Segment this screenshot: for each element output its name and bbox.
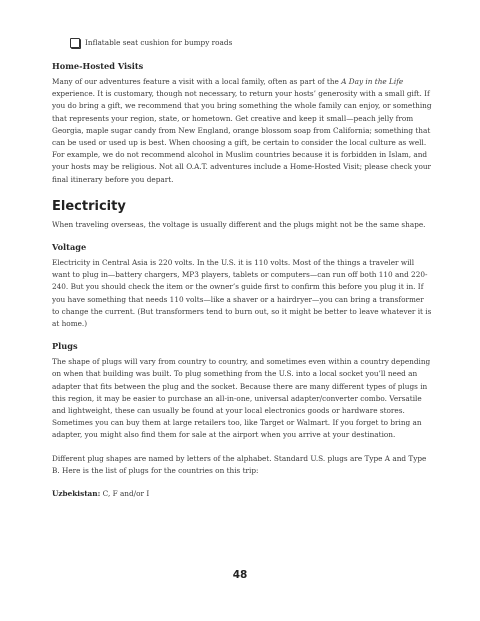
electricity-heading: Electricity bbox=[52, 198, 126, 214]
home-hosted-body-text-1: Many of our adventures feature a visit with a local family, often as part of the bbox=[52, 77, 342, 86]
voltage-body: Electricity in Central Asia is 220 volts. In the U.S. it is 110 volts. Most of the things a traveler will want to plug in—battery chargers, MP3 players, tablets or computers—can run off both 110 and 220-240. But you should check the item or the owner’s guide first to confirm this before you plug it in. If you have something that needs 110 volts—like a shaver or a hairdryer—you can bring a transformer to change the current. (But transformers tend to burn out, so it might be better to leave whatever it is at home.) bbox=[52, 258, 432, 329]
checklist-item bbox=[70, 38, 432, 48]
checklist-item-label: Inflatable seat cushion for bumpy roads bbox=[85, 38, 233, 48]
plugs-body-2: Different plug shapes are named by letters of the alphabet. Standard U.S. plugs are Type A and Type B. Here is the list of plugs for the countries on this trip: bbox=[52, 453, 427, 475]
page-number: 48 bbox=[232, 569, 248, 581]
country-label: Uzbekistan: bbox=[52, 489, 101, 499]
home-hosted-body-text-2: experience. It is customary, though not necessary, to return your hosts’ generosity with a small gift. If you do bring a gift, we recommend that you bring something the whole family can enjoy, or something that represents your region, state, or hometown. Get creative and keep it small—peach jelly from Georgia, maple sugar candy from New England, orange blossom soap from California; something that can be used or used up is best. When choosing a gift, be certain to consider the local culture as well. For example, we do not recommend alcohol in Muslim countries because it is forbidden in Islam, and your hosts may be religious. Not all O.A.T. adventures include a Home-Hosted Visit; please check your final itinerary before you depart. bbox=[52, 89, 432, 184]
page-content bbox=[52, 38, 432, 511]
home-hosted-heading: Home-Hosted Visits bbox=[52, 61, 144, 71]
voltage-heading: Voltage bbox=[52, 242, 87, 253]
country-plug-list: C, F and/or I bbox=[100, 489, 150, 499]
electricity-intro: When traveling overseas, the voltage is usually different and the plugs might not be the same shape. bbox=[52, 219, 426, 229]
checkbox-icon[interactable] bbox=[70, 38, 80, 48]
plugs-heading: Plugs bbox=[52, 341, 78, 352]
home-hosted-body bbox=[52, 76, 432, 186]
plugs-body-1: The shape of plugs will vary from country to country, and sometimes even within a country depending on when that building was built. To plug something from the U.S. into a local socket you’ll need an adapter that fits between the plug and the socket. Because there are many different types of plugs in this region, it may be easier to purchase an all-in-one, universal adapter/converter combo. Versatile and lightweight, these can usually be found at your local electronics goods or hardware stores. Sometimes you can buy them at large retailers too, like Target or Walmart. If you forget to bring an adapter, you might also find them for sale at the airport when you arrive at your destination. bbox=[52, 357, 431, 440]
country-plug-types bbox=[52, 488, 432, 500]
day-in-the-life-title: A Day in the Life bbox=[341, 77, 404, 86]
